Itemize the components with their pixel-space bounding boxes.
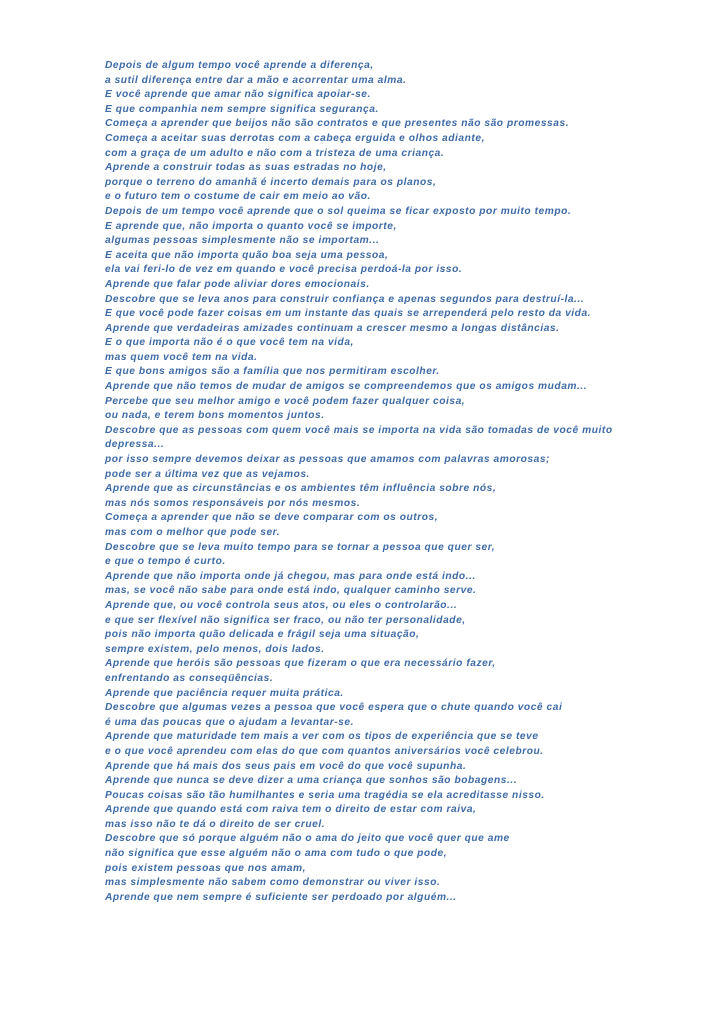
poem-line: enfrentando as conseqüências.: [105, 672, 274, 684]
poem-text-block: [105, 59, 705, 905]
poem-line: Começa a aprender que não se deve comparar com os outros,: [105, 512, 439, 524]
poem-line: Aprende que verdadeiras amizades continuam a crescer mesmo a longas distâncias.: [105, 322, 560, 334]
poem-line: não significa que esse alguém não o ama com tudo o que pode,: [105, 848, 448, 860]
poem-line: Aprende que nunca se deve dizer a uma criança que sonhos são bobagens...: [105, 775, 518, 787]
poem-line: Descobre que se leva anos para construir confiança e apenas segundos para destruí-la...: [105, 293, 585, 305]
poem-line: e o futuro tem o costume de cair em meio ao vão.: [105, 191, 371, 203]
poem-line: pois não importa quão delicada e frágil seja uma situação,: [105, 629, 420, 641]
poem-line: depressa...: [105, 439, 165, 451]
poem-line: mas isso não te dá o direito de ser cruel.: [105, 818, 326, 830]
poem-line: mas, se você não sabe para onde está indo, qualquer caminho serve.: [105, 585, 477, 597]
poem-line: Descobre que as pessoas com quem você mais se importa na vida são tomadas de você muito: [105, 424, 613, 436]
poem-line: e o que você aprendeu com elas do que com quantos aniversários você celebrou.: [105, 745, 544, 757]
poem-line: Aprende que paciência requer muita prática.: [105, 687, 344, 699]
poem-line: a sutil diferença entre dar a mão e acorrentar uma alma.: [105, 74, 407, 86]
poem-line: e que ser flexível não significa ser fraco, ou não ter personalidade,: [105, 614, 466, 626]
poem-line: Descobre que se leva muito tempo para se tornar a pessoa que quer ser,: [105, 541, 496, 553]
poem-line: Aprende a construir todas as suas estradas no hoje,: [105, 162, 387, 174]
poem-line: Percebe que seu melhor amigo e você podem fazer qualquer coisa,: [105, 395, 466, 407]
poem-line: Aprende que falar pode aliviar dores emocionais.: [105, 278, 370, 290]
poem-line: Depois de algum tempo você aprende a diferença,: [105, 60, 374, 71]
poem-line: Descobre que algumas vezes a pessoa que você espera que o chute quando você cai: [105, 702, 563, 714]
poem-line: Aprende que heróis são pessoas que fizeram o que era necessário fazer,: [105, 658, 496, 670]
poem-line: Aprende que nem sempre é suficiente ser perdoado por alguém...: [105, 891, 457, 903]
poem-line: mas nós somos responsáveis por nós mesmos.: [105, 497, 361, 509]
poem-line: com a graça de um adulto e não com a tristeza de uma criança.: [105, 147, 445, 159]
poem-line: Depois de um tempo você aprende que o sol queima se ficar exposto por muito tempo.: [105, 205, 572, 217]
poem-line: mas simplesmente não sabem como demonstrar ou viver isso.: [105, 877, 441, 889]
poem-line: Descobre que só porque alguém não o ama do jeito que você quer que ame: [105, 833, 510, 845]
poem-line: Começa a aceitar suas derrotas com a cabeça erguida e olhos adiante,: [105, 132, 485, 144]
poem-line: ou nada, e terem bons momentos juntos.: [105, 410, 325, 422]
poem-line: Aprende que quando está com raiva tem o direito de estar com raiva,: [105, 804, 477, 816]
poem-line: E que bons amigos são a família que nos permitiram escolher.: [105, 366, 440, 378]
poem-line: algumas pessoas simplesmente não se importam...: [105, 235, 380, 247]
poem-line: Aprende que não temos de mudar de amigos se compreendemos que os amigos mudam...: [105, 381, 588, 393]
poem-line: e que o tempo é curto.: [105, 556, 226, 568]
poem-line: E aceita que não importa quão boa seja uma pessoa,: [105, 249, 389, 261]
poem-line: por isso sempre devemos deixar as pessoas que amamos com palavras amorosas;: [105, 454, 550, 466]
poem-line: E o que importa não é o que você tem na vida,: [105, 337, 354, 349]
poem-line: E que companhia nem sempre significa segurança.: [105, 103, 379, 115]
poem-line: mas quem você tem na vida.: [105, 351, 258, 363]
poem-line: E que você pode fazer coisas em um instante das quais se arrependerá pelo resto da vida.: [105, 308, 592, 320]
poem-line: E aprende que, não importa o quanto você se importe,: [105, 220, 397, 232]
poem-line: E você aprende que amar não significa apoiar-se.: [105, 89, 371, 101]
poem-line: pois existem pessoas que nos amam,: [105, 862, 307, 874]
poem-line: é uma das poucas que o ajudam a levantar-se.: [105, 716, 354, 728]
poem-line: porque o terreno do amanhã é incerto demais para os planos,: [105, 176, 437, 188]
poem-line: Aprende que as circunstâncias e os ambientes têm influência sobre nós,: [105, 483, 497, 495]
poem-line: Começa a aprender que beijos não são contratos e que presentes não são promessas.: [105, 118, 570, 130]
poem-line: Aprende que, ou você controla seus atos, ou eles o controlarão...: [105, 599, 458, 611]
poem-line: Poucas coisas são tão humilhantes e seria uma tragédia se ela acreditasse nisso.: [105, 789, 545, 801]
poem-line: Aprende que maturidade tem mais a ver com os tipos de experiência que se teve: [105, 731, 539, 743]
poem-line: mas com o melhor que pode ser.: [105, 527, 281, 538]
poem-line: pode ser a última vez que as vejamos.: [105, 468, 310, 480]
poem-line: sempre existem, pelo menos, dois lados.: [105, 643, 325, 655]
poem-line: Aprende que não importa onde já chegou, mas para onde está indo...: [105, 570, 476, 582]
poem-line: ela vai feri-lo de vez em quando e você precisa perdoá-la por isso.: [105, 264, 463, 276]
poem-line: Aprende que há mais dos seus pais em você do que você supunha.: [105, 760, 467, 772]
